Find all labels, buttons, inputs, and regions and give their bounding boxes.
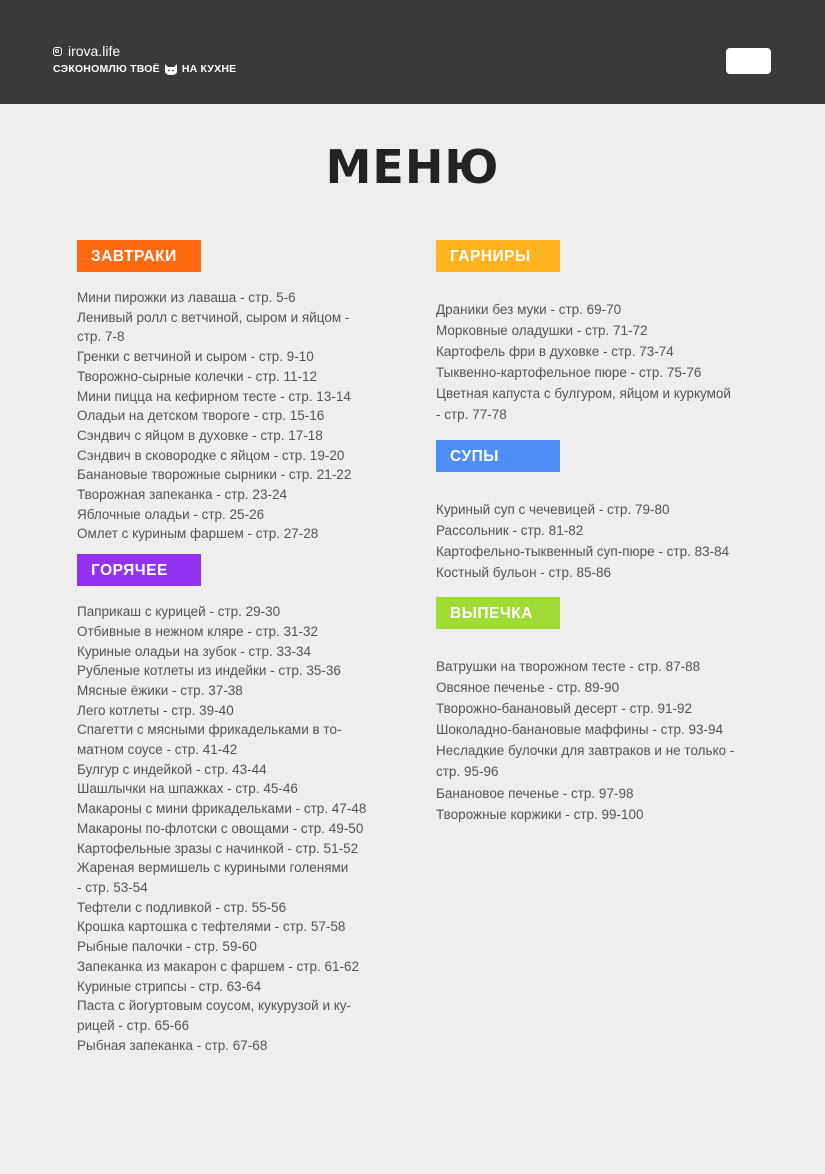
right-column bbox=[436, 240, 766, 839]
menu-item: Картофельные зразы с начинкой - стр. 51-52 bbox=[77, 840, 359, 856]
menu-item: Булгур с индейкой - стр. 43-44 bbox=[77, 761, 267, 777]
menu-item: Банановое печенье - стр. 97-98 bbox=[436, 785, 634, 801]
menu-item: Паста с йогуртовым соусом, кукурузой и ку- bbox=[77, 998, 352, 1014]
cat-icon bbox=[164, 63, 178, 76]
menu-item: Спагетти с мясными фрикадельками в то- bbox=[77, 722, 342, 738]
menu-item: стр. 7-8 bbox=[77, 329, 125, 345]
menu-item: Сэндвич с яйцом в духовке - стр. 17-18 bbox=[77, 427, 323, 443]
hot-list bbox=[77, 602, 407, 1055]
menu-item: Рубленые котлеты из индейки - стр. 35-36 bbox=[77, 663, 341, 679]
section-label-breakfast: ЗАВТРАКИ bbox=[77, 240, 201, 272]
brand-handle: irova.life bbox=[68, 43, 121, 59]
menu-item: Творожная запеканка - стр. 23-24 bbox=[77, 487, 287, 503]
menu-item: Цветная капуста с булгуром, яйцом и куркумой bbox=[436, 386, 731, 402]
menu-item: рицей - стр. 65-66 bbox=[77, 1017, 190, 1033]
menu-item: Крошка картошка с тефтелями - стр. 57-58 bbox=[77, 919, 346, 935]
menu-item: Шоколадно-банановые маффины - стр. 93-94 bbox=[436, 722, 724, 738]
menu-item: Творожные коржики - стр. 99-100 bbox=[436, 806, 644, 822]
section-label-soups: СУПЫ bbox=[436, 440, 560, 472]
menu-item: Костный бульон - стр. 85-86 bbox=[436, 564, 611, 580]
section-label-hot: ГОРЯЧЕЕ bbox=[77, 554, 201, 586]
header-menu-button[interactable] bbox=[726, 48, 771, 74]
menu-item: матном соусе - стр. 41-42 bbox=[77, 742, 238, 758]
menu-item: Картофельно-тыквенный суп-пюре - стр. 83-84 bbox=[436, 543, 730, 559]
breakfast-list bbox=[77, 288, 407, 544]
menu-item: - стр. 77-78 bbox=[436, 407, 507, 423]
menu-item: Отбивные в нежном кляре - стр. 31-32 bbox=[77, 623, 319, 639]
baking-list bbox=[436, 656, 766, 825]
left-column bbox=[77, 240, 407, 1065]
menu-item: Рыбные палочки - стр. 59-60 bbox=[77, 939, 257, 955]
menu-item: Макароны с мини фрикадельками - стр. 47-48 bbox=[77, 801, 367, 817]
menu-item: Мини пирожки из лаваша - стр. 5-6 bbox=[77, 290, 296, 305]
section-label-baking: ВЫПЕЧКА bbox=[436, 597, 560, 629]
menu-item: Гренки с ветчиной и сыром - стр. 9-10 bbox=[77, 349, 314, 365]
menu-item: Куриные оладьи на зубок - стр. 33-34 bbox=[77, 643, 311, 659]
menu-item: Куриные стрипсы - стр. 63-64 bbox=[77, 978, 262, 994]
menu-item: Банановые творожные сырники - стр. 21-22 bbox=[77, 467, 352, 483]
instagram-icon bbox=[53, 47, 62, 56]
menu-item: Ленивый ролл с ветчиной, сыром и яйцом - bbox=[77, 309, 350, 325]
menu-item: стр. 95-96 bbox=[436, 764, 499, 780]
menu-item: Тыквенно-картофельное пюре - стр. 75-76 bbox=[436, 365, 702, 381]
menu-item: Картофель фри в духовке - стр. 73-74 bbox=[436, 344, 674, 360]
menu-item: - стр. 53-54 bbox=[77, 879, 148, 895]
menu-item: Несладкие булочки для завтраков и не только - bbox=[436, 743, 735, 759]
menu-item: Мини пицца на кефирном тесте - стр. 13-14 bbox=[77, 388, 351, 404]
brand-tagline bbox=[53, 62, 236, 76]
menu-item: Мясные ёжики - стр. 37-38 bbox=[77, 682, 243, 698]
menu-item: Яблочные оладьи - стр. 25-26 bbox=[77, 506, 265, 522]
menu-item: Шашлычки на шпажках - стр. 45-46 bbox=[77, 781, 298, 797]
menu-item: Омлет с куриным фаршем - стр. 27-28 bbox=[77, 526, 319, 542]
menu-item: Жареная вермишель с куриными голенями bbox=[77, 860, 349, 876]
menu-item: Овсяное печенье - стр. 89-90 bbox=[436, 680, 620, 696]
menu-item: Рассольник - стр. 81-82 bbox=[436, 522, 584, 538]
menu-item: Тефтели с подливкой - стр. 55-56 bbox=[77, 899, 287, 915]
menu-item: Макароны по-флотски с овощами - стр. 49-50 bbox=[77, 820, 364, 836]
menu-item: Паприкаш с курицей - стр. 29-30 bbox=[77, 604, 281, 620]
sides-list bbox=[436, 299, 766, 426]
page-title: МЕНЮ bbox=[325, 140, 500, 194]
menu-item: Рыбная запеканка - стр. 67-68 bbox=[77, 1037, 268, 1053]
menu-item: Морковные оладушки - стр. 71-72 bbox=[436, 323, 648, 339]
tagline-part2: НА КУХНЕ bbox=[181, 63, 237, 75]
menu-item: Куриный суп с чечевицей - стр. 79-80 bbox=[436, 501, 670, 517]
section-label-sides: ГАРНИРЫ bbox=[436, 240, 560, 272]
tagline-part1: СЭКОНОМЛЮ ТВОЁ bbox=[53, 63, 160, 75]
brand-handle-row bbox=[53, 42, 236, 60]
menu-item: Драники без муки - стр. 69-70 bbox=[436, 302, 622, 317]
menu-item: Оладьи на детском твороге - стр. 15-16 bbox=[77, 408, 325, 424]
menu-item: Лего котлеты - стр. 39-40 bbox=[77, 702, 234, 718]
menu-item: Сэндвич в сковородке с яйцом - стр. 19-20 bbox=[77, 447, 345, 463]
header-bar bbox=[0, 0, 825, 104]
menu-item: Творожно-банановый десерт - стр. 91-92 bbox=[436, 701, 693, 717]
menu-item: Запеканка из макарон с фаршем - стр. 61-62 bbox=[77, 958, 360, 974]
brand bbox=[53, 42, 236, 76]
menu-item: Ватрушки на творожном тесте - стр. 87-88 bbox=[436, 658, 701, 674]
menu-item: Творожно-сырные колечки - стр. 11-12 bbox=[77, 368, 318, 384]
soups-list bbox=[436, 499, 766, 583]
